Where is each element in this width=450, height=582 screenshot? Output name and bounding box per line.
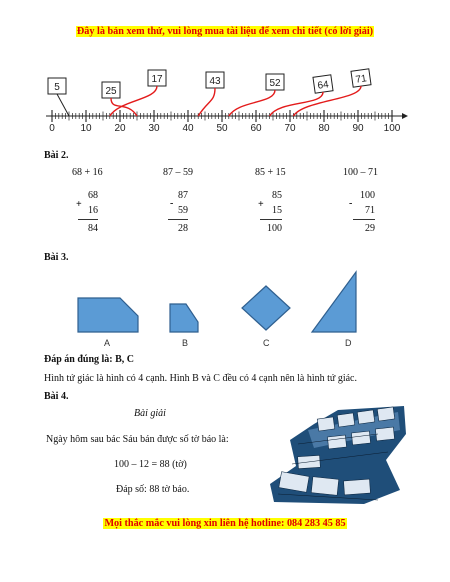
hotline-banner-text: Mọi thắc mắc vui lòng xin liên hệ hotline: 084 283 45 85 [104,518,346,529]
operand-a: 100 [360,190,375,201]
tick-label: 100 [383,123,401,134]
result-line [353,219,375,220]
operand-a: 87 [178,190,188,201]
bai2-expr-3: 85 + 15 [255,167,286,178]
operand-a: 85 [272,190,282,201]
bai2-expr-2: 87 – 59 [163,167,193,178]
operand-b: 59 [178,205,188,216]
operator: + [258,199,264,210]
result-line [168,219,188,220]
number-card [313,75,333,93]
tick-label: 70 [284,123,296,134]
tick-label: 50 [216,123,228,134]
operand-a: 68 [88,190,98,201]
shape-a [78,298,138,332]
shapes-figure [60,270,380,350]
result: 84 [88,223,98,234]
number-card [148,70,166,86]
operator: - [349,198,353,209]
number-card [206,72,224,88]
bai2-calc-3 [242,190,282,240]
tick-label: 30 [148,123,160,134]
tick-label: 20 [114,123,126,134]
preview-banner-text: Đây là bản xem thử, vui lòng mua tài liệu để xem chi tiết (có lời giải) [76,26,374,37]
result-line [260,219,282,220]
bai4-heading: Bài giải [134,408,166,419]
result-line [78,219,98,220]
bai2-calc-2 [148,190,188,240]
svg-text:25: 25 [105,86,117,97]
shape-label-d: D [345,338,352,348]
shape-label-c: C [263,338,270,348]
bai2-calc-1 [58,190,98,240]
bai3-explanation: Hình tứ giác là hình có 4 cạnh. Hình B và C đều có 4 cạnh nên là hình tứ giác. [44,373,357,384]
svg-text:52: 52 [269,78,281,89]
number-card [102,82,120,98]
result: 29 [365,223,375,234]
hotline-banner [0,518,450,529]
bai4-line-2: 100 – 12 = 88 (tờ) [114,459,187,470]
bai2-title: Bài 2. [44,150,69,161]
shape-label-b: B [182,338,189,348]
svg-text:43: 43 [209,76,221,87]
bai4-line-1: Ngày hôm sau bác Sáu bán được số tờ báo là: [46,434,229,445]
number-card [351,69,371,87]
svg-text:71: 71 [354,73,368,86]
newspaper-stand-illustration [268,404,408,506]
operand-b: 16 [88,205,98,216]
svg-text:5: 5 [54,82,60,93]
operand-b: 15 [272,205,282,216]
bai4-line-3: Đáp số: 88 tờ báo. [116,484,190,495]
tick-label: 10 [80,123,92,134]
preview-banner [0,26,450,37]
tick-label: 80 [318,123,330,134]
shape-d [312,272,356,332]
result: 100 [267,223,282,234]
svg-text:17: 17 [151,74,163,85]
tick-label: 0 [49,123,55,134]
tick-label: 40 [182,123,194,134]
bai4-title: Bài 4. [44,391,69,402]
svg-text:64: 64 [316,79,330,92]
operator: - [170,198,174,209]
tick-label: 90 [352,123,364,134]
number-line-figure [40,66,410,138]
bai3-answer: Đáp án đúng là: B, C [44,354,135,365]
bai3-title: Bài 3. [44,252,69,263]
tick-label: 60 [250,123,262,134]
shape-b [170,304,198,332]
bai2-calc-4 [335,190,375,240]
shape-c [242,286,290,330]
bai2-expr-4: 100 – 71 [343,167,378,178]
number-card [266,74,284,90]
number-card [48,78,66,94]
shape-label-a: A [104,338,111,348]
operator: + [76,199,82,210]
bai2-expr-1: 68 + 16 [72,167,103,178]
operand-b: 71 [365,205,375,216]
result: 28 [178,223,188,234]
